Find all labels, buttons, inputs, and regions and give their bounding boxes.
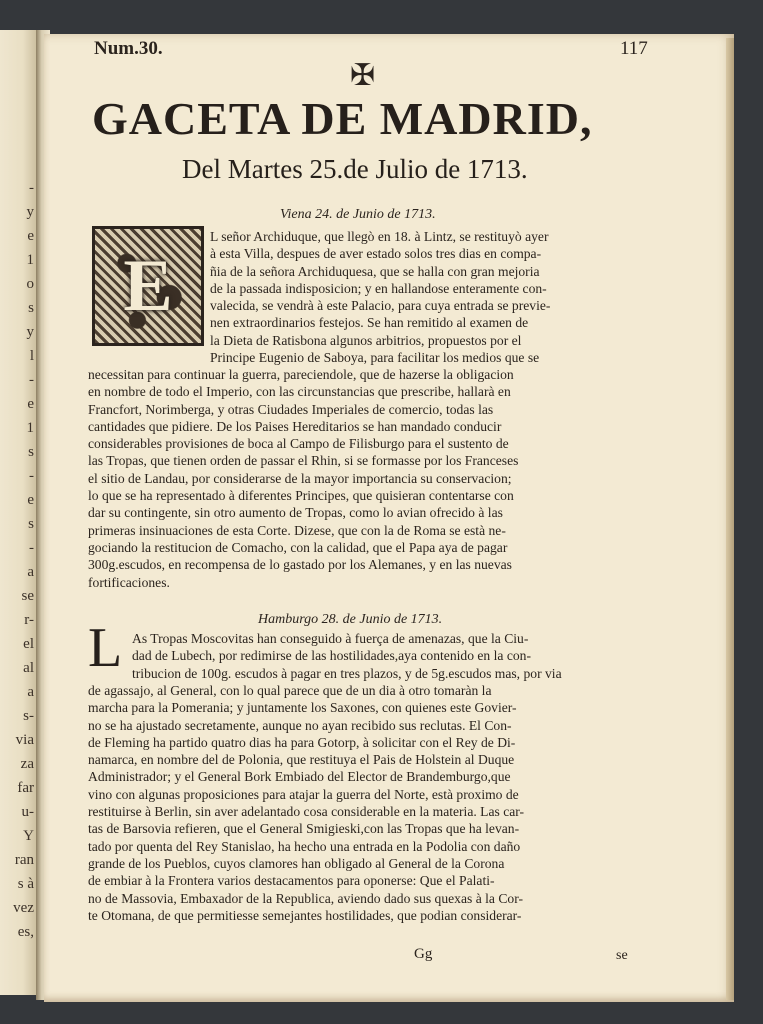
adjacent-page-fragment: via: [15, 732, 34, 748]
text-line: de agassajo, al General, con lo qual parece que de un dia à otro tomaràn la: [88, 683, 492, 698]
text-line: considerables provisiones de boca al Campo de Filisburgo para el sustento de: [88, 436, 509, 452]
adjacent-page-fragment: o: [26, 276, 34, 292]
text-line: fortificaciones.: [88, 574, 170, 590]
text-line: en nombre de todo el Imperio, con las circunstancias que prescribe, hallarà en: [88, 384, 511, 400]
issue-number: Num.30.: [94, 38, 163, 59]
adjacent-page-fragment: Y: [23, 828, 34, 844]
text-line: tado por quenta del Rey Stanislao, ha hecho una entrada en la Podolia con daño: [88, 838, 521, 854]
text-line: L señor Archiduque, que llegò en 18. à Lintz, se restituyò ayer: [210, 229, 549, 244]
adjacent-page-fragment: -: [29, 372, 34, 388]
text-line: Francfort, Norimberga, y otras Ciudades Imperiales de comercio, todas las: [88, 401, 494, 417]
adjacent-page-fragment: s: [28, 300, 34, 316]
adjacent-page-fragment: r-: [24, 612, 34, 628]
text-line: As Tropas Moscovitas han conseguido à fuerça de amenazas, que la Ciu-: [132, 631, 529, 646]
adjacent-page-fragment: y: [26, 324, 34, 340]
adjacent-page-fragment: y: [26, 204, 34, 220]
text-line: Principe Eugenio de Saboya, para facilitar los medios que se: [210, 350, 540, 366]
text-line: de la passada indisposicion; y en hallandose enteramente con-: [210, 280, 547, 296]
adjacent-page-fragment: al: [23, 660, 34, 676]
text-line: de Fleming ha partido quatro dias ha para Gotorp, à solicitar con el Rey de Di-: [88, 734, 516, 750]
text-line: ñia de la señora Archiduquesa, que se halla con gran mejoria: [210, 263, 540, 279]
text-line: nen extraordinarios festejos. Se han remitido al examen de: [210, 315, 529, 331]
adjacent-page-fragment: s à: [17, 876, 34, 892]
issue-date: Del Martes 25.de Julio de 1713.: [182, 154, 528, 184]
text-line: grande de los Pueblos, cuyos clamores han obligado al General de la Corona: [88, 855, 505, 871]
adjacent-page-fragment: -: [29, 540, 34, 556]
adjacent-page-fragment: -: [29, 468, 34, 484]
adjacent-page-fragment: e: [27, 396, 34, 412]
adjacent-page-fragment: a: [27, 564, 34, 580]
gazette-page: [44, 34, 734, 1002]
adjacent-page-fragment: s: [28, 444, 34, 460]
masthead-title: GACETA DE MADRID,: [92, 93, 593, 144]
adjacent-page-fragment: l: [29, 348, 34, 364]
text-line: 300g.escudos, en recompensa de lo gastado por los Alemanes, y en las nuevas: [88, 557, 512, 573]
adjacent-page-fragment: es,: [17, 924, 34, 940]
text-line: no se ha ajustado secretamente, aunque no ayan recibido sus reclutas. El Con-: [88, 717, 512, 733]
text-line: la Dieta de Ratisbona algunos arbitrios, propuestos por el: [210, 332, 522, 348]
adjacent-page-fragment: 1: [26, 420, 34, 436]
text-line: valecida, se vendrà à este Palacio, para cuya entrada se previe-: [210, 298, 551, 314]
adjacent-page-fragment: e: [27, 228, 34, 244]
hamburg-text: [88, 682, 648, 924]
text-line: dar su contingente, sin otro aumento de Tropas, como lo avian ofrecido à las: [88, 505, 503, 521]
adjacent-page-fragment: -: [29, 180, 34, 196]
adjacent-page-fragment: e: [27, 492, 34, 508]
page-edge-shadow: [726, 38, 734, 1000]
adjacent-page-fragment: ran: [14, 852, 34, 868]
adjacent-page-fragment: a: [27, 684, 34, 700]
text-line: cantidades que pidiere. De los Paises Hereditarios se han mandado conducir: [88, 418, 502, 434]
vienna-text-wrapped: [210, 228, 648, 366]
text-line: tas de Barsovia refieren, que el General Smigieski,con las Tropas que ha levan-: [88, 821, 520, 837]
initial-letter: E: [123, 244, 173, 327]
adjacent-page-fragment: far: [17, 780, 34, 796]
vienna-text: [88, 366, 648, 591]
adjacent-page-fragment: u-: [21, 804, 34, 820]
text-line: vino con algunas proposiciones para atajar la guerra del Norte, està proximo de: [88, 786, 519, 802]
adjacent-page-fragment: vez: [13, 900, 34, 916]
ornamental-initial: [92, 226, 204, 346]
hamburg-text-wrapped: [132, 630, 648, 682]
drop-cap-letter: L: [88, 617, 123, 679]
text-line: gociando la restitucion de Comacho, con la calidad, que el Papa aya de pagar: [88, 539, 508, 555]
adjacent-page-edge: [0, 30, 38, 995]
page-number: 117: [620, 38, 648, 59]
text-line: primeras insinuaciones de esta Corte. Dizese, que con la de Roma se està ne-: [88, 522, 506, 538]
adjacent-page-fragment: 1: [26, 252, 34, 268]
adjacent-page-fragment: se: [21, 588, 34, 604]
adjacent-page-fragment: s-: [23, 708, 34, 724]
text-line: marcha para la Pomerania; y juntamente los Saxones, con quienes este Govier-: [88, 700, 517, 716]
adjacent-page-fragment: s: [28, 516, 34, 532]
text-line: de embiar à la Frontera varios destacamentos para oponerse: Que el Palati-: [88, 873, 495, 889]
text-line: el sitio de Landau, por considerarse de la mayor importancia su conservacion;: [88, 470, 512, 486]
catchword: se: [616, 948, 628, 963]
cross-icon: ✠: [350, 58, 376, 93]
text-line: namarca, en nombre del de Polonia, que restituya el Pais de Holstein al Duque: [88, 752, 515, 768]
text-line: restituirse à Berlin, sin aver adelantado cosa considerable en la materia. Las car-: [88, 804, 525, 820]
adjacent-page-fragment: el: [23, 636, 34, 652]
text-line: lo que se ha representado à diferentes Principes, que quisieran contentarse con: [88, 488, 514, 504]
dateline-vienna: Viena 24. de Junio de 1713.: [280, 207, 436, 222]
text-line: tribucion de 100g. escudos à pagar en tres plazos, y de 5g.escudos mas, por via: [132, 665, 562, 681]
text-line: Administrador; y el General Bork Embiado del Elector de Brandemburgo,que: [88, 769, 511, 785]
adjacent-page-fragment: za: [20, 756, 34, 772]
text-line: no de Massovia, Embaxador de la Republica, aviendo dado sus quexas à la Cor-: [88, 890, 523, 906]
dateline-hamburg: Hamburgo 28. de Junio de 1713.: [258, 612, 443, 627]
text-line: necessitan para continuar la guerra, pareciendole, que de hazerse la obligacion: [88, 367, 514, 382]
text-line: las Tropas, que tienen orden de passar el Rhin, si se formasse por los Franceses: [88, 453, 519, 469]
text-line: à esta Villa, despues de aver estado solos tres dias en compa-: [210, 246, 542, 262]
signature-mark: Gg: [414, 946, 433, 962]
text-line: te Otomana, de que permitiesse semejantes hostilidades, que podian considerar-: [88, 907, 522, 923]
text-line: dad de Lubech, por redimirse de las hostilidades,aya contenido en la con-: [132, 648, 531, 664]
